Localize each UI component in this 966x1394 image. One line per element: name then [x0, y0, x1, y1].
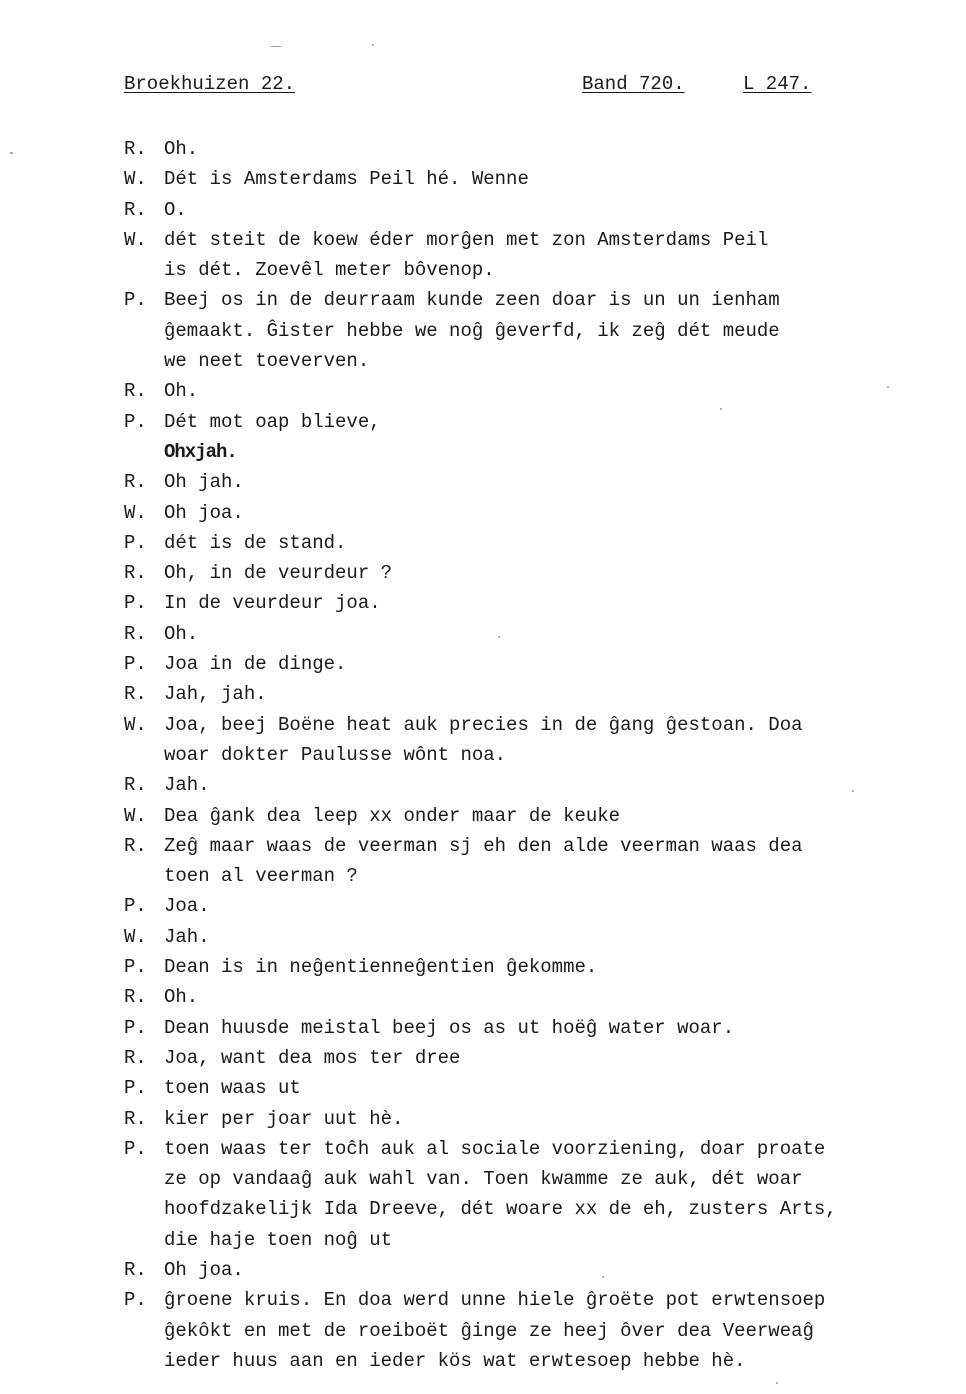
speaker-label: R.: [124, 138, 147, 160]
speaker-label: P.: [124, 1137, 147, 1160]
line-text: Joa.: [164, 895, 210, 918]
speaker-label: R.: [124, 622, 147, 645]
speaker-label: R.: [124, 562, 147, 585]
line-text: Jah, jah.: [164, 683, 267, 706]
transcript-line: [124, 195, 904, 225]
line-text: Oh.: [164, 138, 199, 160]
line-text: Ohxjah.: [164, 440, 237, 463]
line-text: toen waas ter toĉh auk al sociale voorziening, doar proate: [164, 1137, 826, 1160]
speaker-label: R.: [124, 1046, 147, 1069]
speaker-label: R.: [124, 198, 147, 221]
speaker-label: R.: [124, 380, 147, 403]
line-text: dét is de stand.: [164, 531, 347, 554]
transcript-line: [124, 1013, 904, 1043]
transcript-line: [124, 1255, 904, 1285]
transcript-line: [124, 134, 904, 164]
speaker-label: R.: [124, 986, 147, 1009]
speaker-label: W.: [124, 804, 147, 827]
transcript-line: [124, 649, 904, 679]
transcript-line: [124, 1073, 904, 1103]
paper-speck: [498, 636, 500, 638]
speaker-label: R.: [124, 471, 147, 494]
transcript-line: [124, 346, 904, 376]
transcript-line: [124, 1316, 904, 1346]
speaker-label: P.: [124, 410, 147, 433]
transcript-line: [124, 255, 904, 285]
line-text: Dét is Amsterdams Peil hé. Wenne: [164, 168, 529, 191]
transcript-line: [124, 1104, 904, 1134]
transcript-line: [124, 437, 904, 467]
speaker-label: P.: [124, 1077, 147, 1100]
speaker-label: R.: [124, 1107, 147, 1130]
line-text: Oh.: [164, 986, 199, 1009]
line-text: Joa in de dinge.: [164, 653, 347, 676]
header-band: Band 720.: [582, 73, 685, 95]
line-text: O.: [164, 198, 187, 221]
header-place: Broekhuizen 22.: [124, 73, 296, 95]
line-text: Dét mot oap blieve,: [164, 410, 381, 433]
speaker-label: W.: [124, 713, 147, 736]
line-text: Oh, in de veurdeur ?: [164, 562, 393, 585]
line-text: Dean is in neĝentienneĝentien ĝekomme.: [164, 956, 598, 979]
speaker-label: P.: [124, 531, 147, 554]
speaker-label: W.: [124, 501, 147, 524]
transcript-line: [124, 922, 904, 952]
transcript-line: [124, 831, 904, 861]
line-text: Oh joa.: [164, 501, 244, 524]
speaker-label: W.: [124, 228, 147, 251]
line-text: Oh joa.: [164, 1258, 244, 1281]
line-text: kier per joar uut hè.: [164, 1107, 404, 1130]
transcript-line: [124, 1194, 904, 1224]
speaker-label: R.: [124, 1258, 147, 1281]
paper-speck: [602, 1276, 604, 1278]
speaker-label: P.: [124, 1289, 147, 1312]
transcript-line: [124, 588, 904, 618]
transcript-line: [124, 1346, 904, 1376]
paper-speck: [852, 790, 854, 792]
transcript-line: [124, 891, 904, 921]
line-text: dét steit de koew éder morĝen met zon Amsterdams Peil: [164, 228, 769, 251]
transcript-line: [124, 467, 904, 497]
paper-speck: [776, 1382, 778, 1384]
line-text: Oh jah.: [164, 471, 244, 494]
speaker-label: P.: [124, 895, 147, 918]
header-code: L 247.: [743, 73, 812, 95]
transcript-line: [124, 1134, 904, 1164]
line-text: we neet toeverven.: [164, 350, 370, 373]
paper-speck: [10, 152, 13, 154]
transcript-line: [124, 801, 904, 831]
paper-speck: [270, 46, 282, 47]
line-text: die haje toen noĝ ut: [164, 1228, 393, 1251]
transcript-line: [124, 558, 904, 588]
line-text: woar dokter Paulusse wônt noa.: [164, 743, 507, 766]
transcript-line: [124, 376, 904, 406]
speaker-label: R.: [124, 774, 147, 797]
paper-speck: [720, 408, 722, 410]
transcript-line: [124, 1225, 904, 1255]
speaker-label: P.: [124, 956, 147, 979]
transcript-line: [124, 770, 904, 800]
line-text: ieder huus aan en ieder kös wat erwtesoep hebbe hè.: [164, 1349, 746, 1372]
speaker-label: R.: [124, 683, 147, 706]
speaker-label: W.: [124, 168, 147, 191]
paper-speck: [887, 386, 889, 388]
transcript-line: [124, 316, 904, 346]
speaker-label: P.: [124, 592, 147, 615]
speaker-label: P.: [124, 653, 147, 676]
line-text: Beej os in de deurraam kunde zeen doar is un un ienham: [164, 289, 780, 312]
transcript-line: [124, 498, 904, 528]
transcript: [124, 134, 904, 1376]
transcript-line: [124, 861, 904, 891]
speaker-label: W.: [124, 925, 147, 948]
paper-speck: [372, 44, 374, 46]
speaker-label: P.: [124, 1016, 147, 1039]
line-text: hoofdzakelijk Ida Dreeve, dét woare xx de eh, zusters Arts,: [164, 1198, 837, 1221]
line-text: Jah.: [164, 925, 210, 948]
line-text: Joa, want dea mos ter dree: [164, 1046, 461, 1069]
transcript-line: [124, 407, 904, 437]
transcript-line: [124, 1164, 904, 1194]
line-text: ĝroene kruis. En doa werd unne hiele ĝroëte pot erwtensoep: [164, 1289, 826, 1312]
transcript-line: [124, 710, 904, 740]
transcript-line: [124, 952, 904, 982]
transcript-line: [124, 164, 904, 194]
transcript-line: [124, 1285, 904, 1315]
line-text: In de veurdeur joa.: [164, 592, 381, 615]
transcript-line: [124, 982, 904, 1012]
transcript-line: [124, 225, 904, 255]
line-text: toen waas ut: [164, 1077, 301, 1100]
line-text: Joa, beej Boëne heat auk precies in de ĝang ĝestoan. Doa: [164, 713, 803, 736]
transcript-line: [124, 679, 904, 709]
line-text: ĝemaakt. Ĝister hebbe we noĝ ĝeverfd, ik zeĝ dét meude: [164, 319, 780, 342]
transcript-line: [124, 740, 904, 770]
line-text: Oh.: [164, 622, 199, 645]
transcript-line: [124, 619, 904, 649]
line-text: toen al veerman ?: [164, 865, 358, 888]
line-text: ĝekôkt en met de roeiboët ĝinge ze heej ôver dea Veerweaĝ: [164, 1319, 814, 1342]
line-text: ze op vandaaĝ auk wahl van. Toen kwamme ze auk, dét woar: [164, 1168, 803, 1191]
transcript-line: [124, 285, 904, 315]
line-text: Oh.: [164, 380, 199, 403]
line-text: Dean huusde meistal beej os as ut hoëĝ water woar.: [164, 1016, 735, 1039]
line-text: Zeĝ maar waas de veerman sj eh den alde veerman waas dea: [164, 834, 803, 857]
transcript-line: [124, 528, 904, 558]
line-text: Jah.: [164, 774, 210, 797]
transcript-line: [124, 1043, 904, 1073]
speaker-label: P.: [124, 289, 147, 312]
line-text: Dea ĝank dea leep xx onder maar de keuke: [164, 804, 621, 827]
line-text: is dét. Zoevêl meter bôvenop.: [164, 259, 495, 282]
speaker-label: R.: [124, 834, 147, 857]
